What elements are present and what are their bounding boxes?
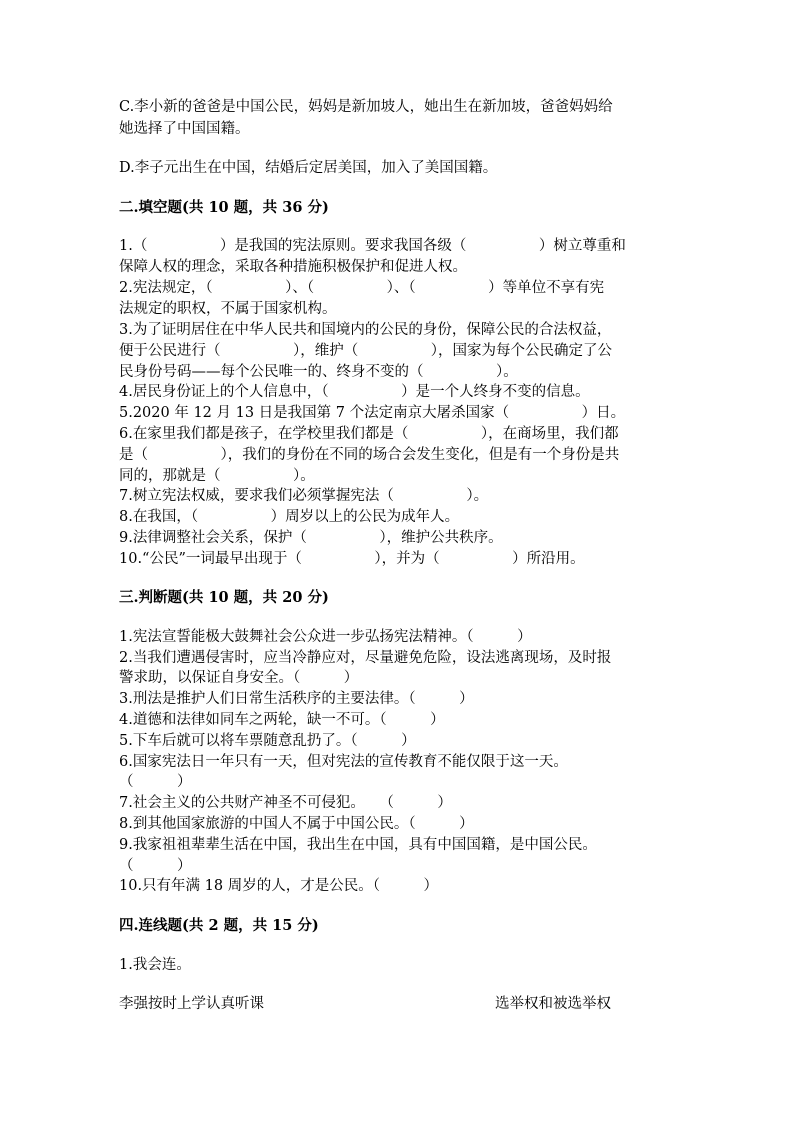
option-c-line-2: 她选择了中国国籍。 [119, 121, 250, 137]
judge-line: 3.刑法是推护人们日常生活秩序的主要法律。（ ） [119, 691, 474, 707]
judge-line: 8.到其他国家旅游的中国人不属于中国公民。（ ） [119, 816, 474, 832]
fill-line: 4.居民身份证上的个人信息中，（ ）是一个人终身不变的信息。 [119, 384, 590, 400]
matching-right-item: 选举权和被选举权 [495, 996, 611, 1012]
fill-line: 10.“公民”一词最早出现于（ ），并为（ ）所沿用。 [119, 551, 585, 567]
judge-line: 4.道德和法律如同车之两轮，缺一不可。（ ） [119, 712, 445, 728]
fill-line: 法规定的职权，不属于国家机构。 [119, 301, 337, 317]
judge-line: 5.下车后就可以将车票随意乱扔了。（ ） [119, 733, 416, 749]
fill-line: 7.树立宪法权威，要求我们必须掌握宪法（ ）。 [119, 488, 489, 504]
fill-line: 8.在我国，（ ）周岁以上的公民为成年人。 [119, 509, 460, 525]
judge-line: 7.社会主义的公共财产神圣不可侵犯。 （ ） [119, 795, 452, 811]
option-c-line-1: C.李小新的爸爸是中国公民，妈妈是新加坡人，她出生在新加坡，爸爸妈妈给 [119, 99, 613, 115]
matching-left-item: 李强按时上学认真听课 [119, 996, 264, 1012]
judge-line: 2.当我们遭遇侵害时，应当冷静应对，尽量避免危险，设法逃离现场，及时报 [119, 650, 612, 666]
judge-line: （ ） [119, 774, 192, 790]
fill-line: 3.为了证明居住在中华人民共和国境内的公民的身份，保障公民的合法权益， [119, 322, 612, 338]
judge-line: 10.只有年满 18 周岁的人，才是公民。（ ） [119, 878, 438, 894]
fill-line: 1.（ ）是我国的宪法原则。要求我国各级（ ）树立尊重和 [119, 238, 626, 254]
option-d-line-1: D.李子元出生在中国，结婚后定居美国，加入了美国国籍。 [119, 160, 498, 176]
fill-line: 保障人权的理念，采取各种措施积极保护和促进人权。 [119, 259, 467, 275]
fill-line: 9.法律调整社会关系，保护（ ），维护公共秩序。 [119, 530, 503, 546]
fill-line: 便于公民进行（ ），维护（ ），国家为每个公民确定了公 [119, 343, 612, 359]
matching-question-1: 1.我会连。 [119, 957, 191, 973]
section-2-heading: 二.填空题(共 10 题，共 36 分) [119, 199, 329, 216]
section-3-heading: 三.判断题(共 10 题，共 20 分) [119, 589, 329, 606]
fill-line: 6.在家里我们都是孩子，在学校里我们都是（ ），在商场里，我们都 [119, 426, 619, 442]
judge-line: 6.国家宪法日一年只有一天，但对宪法的宣传教育不能仅限于这一天。 [119, 754, 568, 770]
judge-line: （ ） [119, 858, 192, 874]
judge-line: 警求助，以保证自身安全。（ ） [119, 670, 359, 686]
section-4-heading: 四.连线题(共 2 题，共 15 分) [119, 917, 319, 934]
fill-line: 2.宪法规定，（ ）、（ ）、（ ）等单位不享有宪 [119, 280, 605, 296]
fill-line: 5.2020 年 12 月 13 日是我国第 7 个法定南京大屠杀国家（ ）日。 [119, 405, 626, 421]
fill-line: 同的，那就是（ ）。 [119, 468, 315, 484]
fill-line: 是（ ），我们的身份在不同的场合会发生变化，但是有一个身份是共 [119, 447, 620, 463]
fill-line: 民身份号码——每个公民唯一的、终身不变的（ ）。 [119, 364, 518, 380]
judge-line: 9.我家祖祖辈辈生活在中国，我出生在中国，具有中国国籍，是中国公民。 [119, 837, 597, 853]
judge-line: 1.宪法宣誓能极大鼓舞社会公众进一步弘扬宪法精神。（ ） [119, 629, 532, 645]
